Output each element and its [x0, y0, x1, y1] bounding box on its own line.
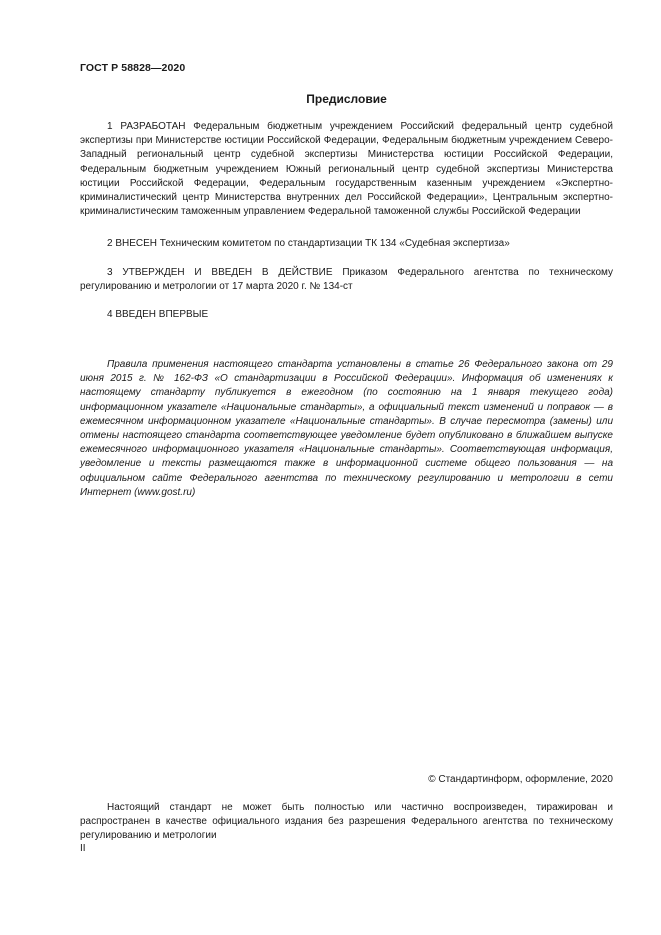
copyright-line: © Стандартинформ, оформление, 2020 [428, 774, 613, 785]
paragraph-first-introduced: 4 ВВЕДЕН ВПЕРВЫЕ [107, 309, 209, 320]
page-title: Предисловие [306, 92, 387, 106]
paragraph-developed-by: 1 РАЗРАБОТАН Федеральным бюджетным учреждением Российский федеральный центр судебной экспертизы при Министерстве юстиции Российской Федерации, Федеральным бюджетным учреждением Северо-Западный региональный центр судебной экспертизы Министерства юстиции Российской Федерации, Федеральным бюджетным учреждением Южный региональный центр судебной экспертизы Министерства юстиции Российской Федерации, Федеральным государственным казенным учреждением «Экспертно-криминалистический центр Министерства внутренних дел Российской Федерации», Центральным экспертно-криминалистическим таможенным управлением Федеральной таможенной службы Российской Федерации [80, 121, 613, 218]
page-number: II [80, 843, 86, 854]
paragraph-approved: 3 УТВЕРЖДЕН И ВВЕДЕН В ДЕЙСТВИЕ Приказом Федерального агентства по техническому регулированию и метрологии от 17 марта 2020 г. № 134-ст [80, 267, 613, 293]
usage-notice: Правила применения настоящего стандарта установлены в статье 26 Федерального закона от 29 июня 2015 г. № 162-ФЗ «О стандартизации в Российской Федерации». Информация об изменениях к настоящему стандарту публикуется в ежегодном (по состоянию на 1 января текущего года) информационном указателе «Национальные стандарты», а официальный текст изменений и поправок — в ежемесячном информационном указателе «Национальные стандарты». В случае пересмотра (замены) или отмены настоящего стандарта соответствующее уведомление будет опубликовано в ближайшем выпуске ежемесячного информационного указателя «Национальные стандарты». Соответствующая информация, уведомление и тексты размещаются также в информационной системе общего пользования — на официальном сайте Федерального агентства по техническому регулированию и метрологии в сети Интернет (www.gost.ru) [80, 359, 613, 498]
standard-code: ГОСТ Р 58828—2020 [80, 62, 186, 74]
paragraph-introduced-by: 2 ВНЕСЕН Техническим комитетом по стандартизации ТК 134 «Судебная экспертиза» [107, 238, 510, 249]
reprint-restriction: Настоящий стандарт не может быть полностью или частично воспроизведен, тиражирован и распространен в качестве официального издания без разрешения Федерального агентства по техническому регулированию и метрологии [80, 802, 613, 842]
